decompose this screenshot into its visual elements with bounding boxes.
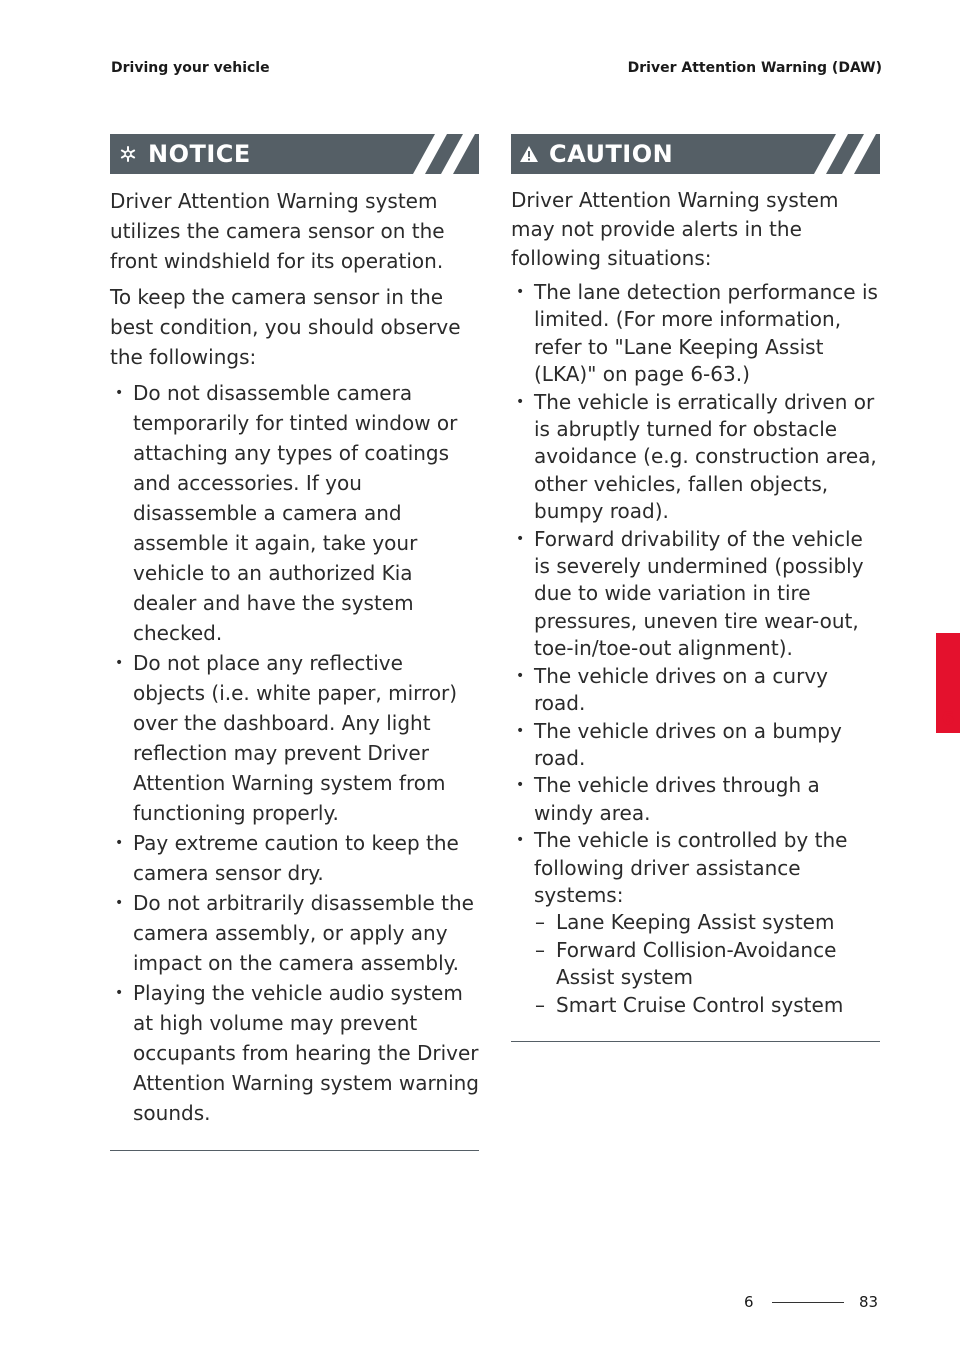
list-item: • The vehicle drives on a curvy road. <box>516 663 828 716</box>
caution-sublist <box>534 909 880 1019</box>
notice-box <box>110 134 479 1151</box>
running-header-right: Driver Attention Warning (DAW) <box>627 60 882 76</box>
notice-title: NOTICE <box>148 140 251 168</box>
list-item: • The vehicle is controlled by the following driver assistance systems: – Lane Keeping Assist system – Forward Collision-Avoidance Assist system – Smart Cruise Control system <box>511 827 880 1019</box>
notice-banner <box>110 134 479 174</box>
caution-banner <box>511 134 880 174</box>
list-item: • Pay extreme caution to keep the camera sensor dry. <box>115 831 459 885</box>
banner-slash-decoration <box>808 134 880 174</box>
sublist-item: – Smart Cruise Control system <box>535 992 844 1017</box>
sublist-item: – Forward Collision-Avoidance Assist system <box>535 937 837 990</box>
list-item: • Do not disassemble camera temporarily for tinted window or attaching any types of coatings and accessories. If you disassemble a camera and assemble it again, take your vehicle to an authorized Kia dealer and have the system checked. <box>115 381 458 645</box>
list-item: • The lane detection performance is limited. (For more information, refer to "Lane Keeping Assist (LKA)" on page 6-63.) <box>516 280 878 387</box>
warning-triangle-icon <box>519 144 539 164</box>
caution-end-rule <box>511 1041 880 1042</box>
caution-box <box>511 134 880 1042</box>
footer-divider <box>772 1302 844 1303</box>
list-item: • Do not place any reflective objects (i.e. white paper, mirror) over the dashboard. Any light reflection may prevent Driver Attention Warning system from functioning properly. <box>115 651 458 825</box>
sublist-item: – Lane Keeping Assist system <box>535 910 835 935</box>
list-item: • Do not arbitrarily disassemble the camera assembly, or apply any impact on the camera assembly. <box>115 891 474 975</box>
caution-title: CAUTION <box>549 140 674 168</box>
list-item: • Playing the vehicle audio system at high volume may prevent occupants from hearing the Driver Attention Warning system warning sounds. <box>115 981 479 1125</box>
chapter-tab-number: 6 <box>941 708 955 729</box>
gear-icon <box>118 144 138 164</box>
list-item: • The vehicle drives through a windy area. <box>516 773 820 825</box>
caution-list <box>511 279 880 1019</box>
notice-list <box>110 378 479 1128</box>
list-item: • The vehicle drives on a bumpy road. <box>516 718 842 770</box>
notice-end-rule <box>110 1150 479 1151</box>
notice-intro: Driver Attention Warning system utilizes the camera sensor on the front windshield for its operation. <box>110 189 445 273</box>
running-header-left: Driving your vehicle <box>111 60 270 76</box>
footer-page-number: 83 <box>859 1293 879 1311</box>
caution-intro: Driver Attention Warning system may not provide alerts in the following situations: <box>511 188 839 270</box>
footer-section-number: 6 <box>744 1293 754 1311</box>
notice-intro-2: To keep the camera sensor in the best condition, you should observe the followings: <box>110 285 461 369</box>
list-item: • The vehicle is erratically driven or is abruptly turned for obstacle avoidance (e.g. construction area, other vehicles, fallen objects, bumpy road). <box>516 389 877 524</box>
list-item: • Forward drivability of the vehicle is severely undermined (possibly due to wide variation in tire pressures, uneven tire wear-out, toe-in/toe-out alignment). <box>516 526 864 661</box>
banner-slash-decoration <box>407 134 479 174</box>
